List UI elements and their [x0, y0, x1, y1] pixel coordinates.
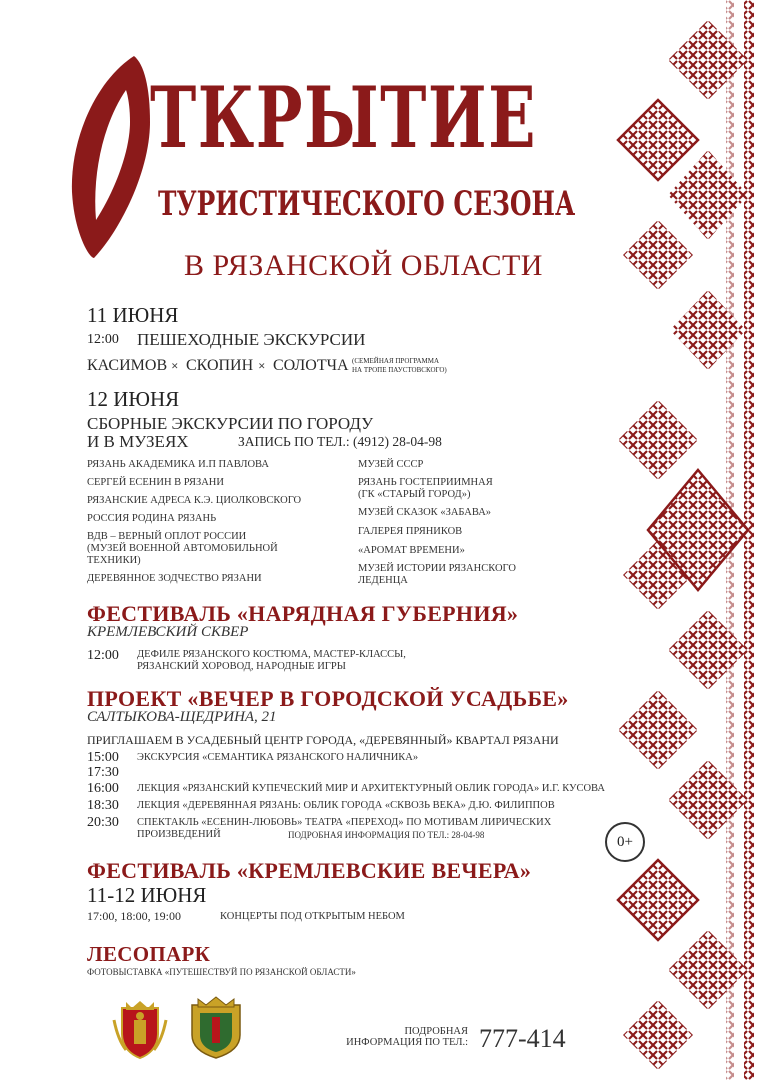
project-time: 20:30	[87, 815, 119, 830]
day1-city-1: КАСИМОВ	[87, 357, 168, 374]
day2-event-line1: СБОРНЫЕ ЭКСКУРСИИ ПО ГОРОДУ	[87, 414, 374, 433]
project-event: СПЕКТАКЛЬ «ЕСЕНИН-ЛЮБОВЬ» ТЕАТРА «ПЕРЕХОД» ПО МОТИВАМ ЛИРИЧЕСКИХ	[137, 817, 552, 828]
fest1-title: ФЕСТИВАЛЬ «НАРЯДНАЯ ГУБЕРНИЯ»	[87, 601, 519, 626]
fest2-text: КОНЦЕРТЫ ПОД ОТКРЫТЫМ НЕБОМ	[220, 911, 405, 922]
museum-item: МУЗЕЙ СССР	[358, 459, 424, 470]
fest2-title: ФЕСТИВАЛЬ «КРЕМЛЕВСКИЕ ВЕЧЕРА»	[87, 858, 532, 883]
museum-item: МУЗЕЙ ИСТОРИИ РЯЗАНСКОГО	[358, 563, 516, 574]
day1-city-3: СОЛОТЧА	[273, 357, 349, 374]
fest2-times: 17:00, 18:00, 19:00	[87, 909, 182, 923]
day2-date: 12 ИЮНЯ	[87, 387, 180, 411]
footer-info: ПОДРОБНАЯ ИНФОРМАЦИЯ ПО ТЕЛ.:	[346, 1026, 468, 1048]
project-time: 17:30	[87, 765, 119, 780]
project-event-cont: ПРОИЗВЕДЕНИЙ	[137, 829, 221, 840]
project-title: ПРОЕКТ «ВЕЧЕР В ГОРОДСКОЙ УСАДЬБЕ»	[87, 686, 569, 711]
coat-of-arms-region	[112, 1000, 168, 1060]
fest1-line1: ДЕФИЛЕ РЯЗАНСКОГО КОСТЮМА, МАСТЕР-КЛАССЫ,	[137, 649, 406, 660]
project-place: САЛТЫКОВА-ЩЕДРИНА, 21	[87, 709, 277, 725]
fest1-line2: РЯЗАНСКИЙ ХОРОВОД, НАРОДНЫЕ ИГРЫ	[137, 661, 346, 672]
tour-item: ВДВ – ВЕРНЫЙ ОПЛОТ РОССИИ	[87, 531, 247, 542]
project-time: 15:00	[87, 750, 119, 765]
day1-event: ПЕШЕХОДНЫЕ ЭКСКУРСИИ	[137, 330, 366, 349]
tour-item: СЕРГЕЙ ЕСЕНИН В РЯЗАНИ	[87, 477, 224, 488]
project-intro: ПРИГЛАШАЕМ В УСАДЕБНЫЙ ЦЕНТР ГОРОДА, «ДЕРЕВЯННЫЙ» КВАРТАЛ РЯЗАНИ	[87, 733, 559, 747]
title-o-letter	[64, 52, 156, 262]
museum-item: (ГК «СТАРЫЙ ГОРОД»)	[358, 489, 471, 500]
park-title: ЛЕСОПАРК	[87, 942, 211, 966]
tour-item: РОССИЯ РОДИНА РЯЗАНЬ	[87, 513, 217, 524]
tour-item: ТЕХНИКИ)	[87, 555, 141, 566]
separator-icon: ✕	[258, 361, 266, 371]
fest1-place: КРЕМЛЕВСКИЙ СКВЕР	[87, 624, 249, 640]
day2-event-line2: И В МУЗЕЯХ	[87, 432, 189, 451]
day1-time: 12:00	[87, 332, 119, 347]
coat-of-arms-city	[186, 995, 246, 1059]
tour-item: РЯЗАНСКИЕ АДРЕСА К.Э. ЦИОЛКОВСКОГО	[87, 495, 302, 506]
tour-item: ДЕРЕВЯННОЕ ЗОДЧЕСТВО РЯЗАНИ	[87, 573, 262, 584]
fest2-date: 11-12 ИЮНЯ	[87, 883, 207, 907]
day1-date: 11 ИЮНЯ	[87, 303, 179, 327]
day2-booking: ЗАПИСЬ ПО ТЕЛ.: (4912) 28-04-98	[238, 434, 442, 449]
project-time: 18:30	[87, 798, 119, 813]
separator-icon: ✕	[171, 361, 179, 371]
day1-note: (СЕМЕЙНАЯ ПРОГРАММА НА ТРОПЕ ПАУСТОВСКОГО)	[352, 357, 447, 374]
fest1-time: 12:00	[87, 648, 119, 663]
park-text: ФОТОВЫСТАВКА «ПУТЕШЕСТВУЙ ПО РЯЗАНСКОЙ ОБЛАСТИ»	[87, 967, 356, 977]
tour-item: РЯЗАНЬ АКАДЕМИКА И.П ПАВЛОВА	[87, 459, 269, 470]
tour-item: (МУЗЕЙ ВОЕННОЙ АВТОМОБИЛЬНОЙ	[87, 543, 278, 554]
museum-item: РЯЗАНЬ ГОСТЕПРИИМНАЯ	[358, 477, 493, 488]
project-event: ЛЕКЦИЯ «ДЕРЕВЯННАЯ РЯЗАНЬ: ОБЛИК ГОРОДА «СКВОЗЬ ВЕКА» Д.Ю. ФИЛИППОВ	[137, 800, 555, 811]
museum-item: «АРОМАТ ВРЕМЕНИ»	[358, 545, 465, 556]
title-line2: ТУРИСТИЧЕСКОГО СЕЗОНА	[158, 184, 576, 224]
title-line3: В РЯЗАНСКОЙ ОБЛАСТИ	[184, 249, 543, 282]
day1-city-2: СКОПИН	[186, 357, 254, 374]
project-time: 16:00	[87, 781, 119, 796]
title-line1: ТКРЫТИЕ	[150, 68, 537, 167]
museum-item: ГАЛЕРЕЯ ПРЯНИКОВ	[358, 526, 463, 537]
project-event: ЭКСКУРСИЯ «СЕМАНТИКА РЯЗАНСКОГО НАЛИЧНИКА»	[137, 752, 419, 763]
footer-phone: 777-414	[479, 1024, 566, 1053]
project-info: ПОДРОБНАЯ ИНФОРМАЦИЯ ПО ТЕЛ.: 28-04-98	[288, 830, 485, 840]
project-event: ЛЕКЦИЯ «РЯЗАНСКИЙ КУПЕЧЕСКИЙ МИР И АРХИТЕКТУРНЫЙ ОБЛИК ГОРОДА» И.Г. КУСОВА	[137, 783, 605, 794]
museum-item: МУЗЕЙ СКАЗОК «ЗАБАВА»	[358, 507, 492, 518]
age-rating-badge: 0+	[605, 822, 645, 862]
museum-item: ЛЕДЕНЦА	[358, 575, 408, 586]
ornament-pattern	[598, 0, 764, 1080]
